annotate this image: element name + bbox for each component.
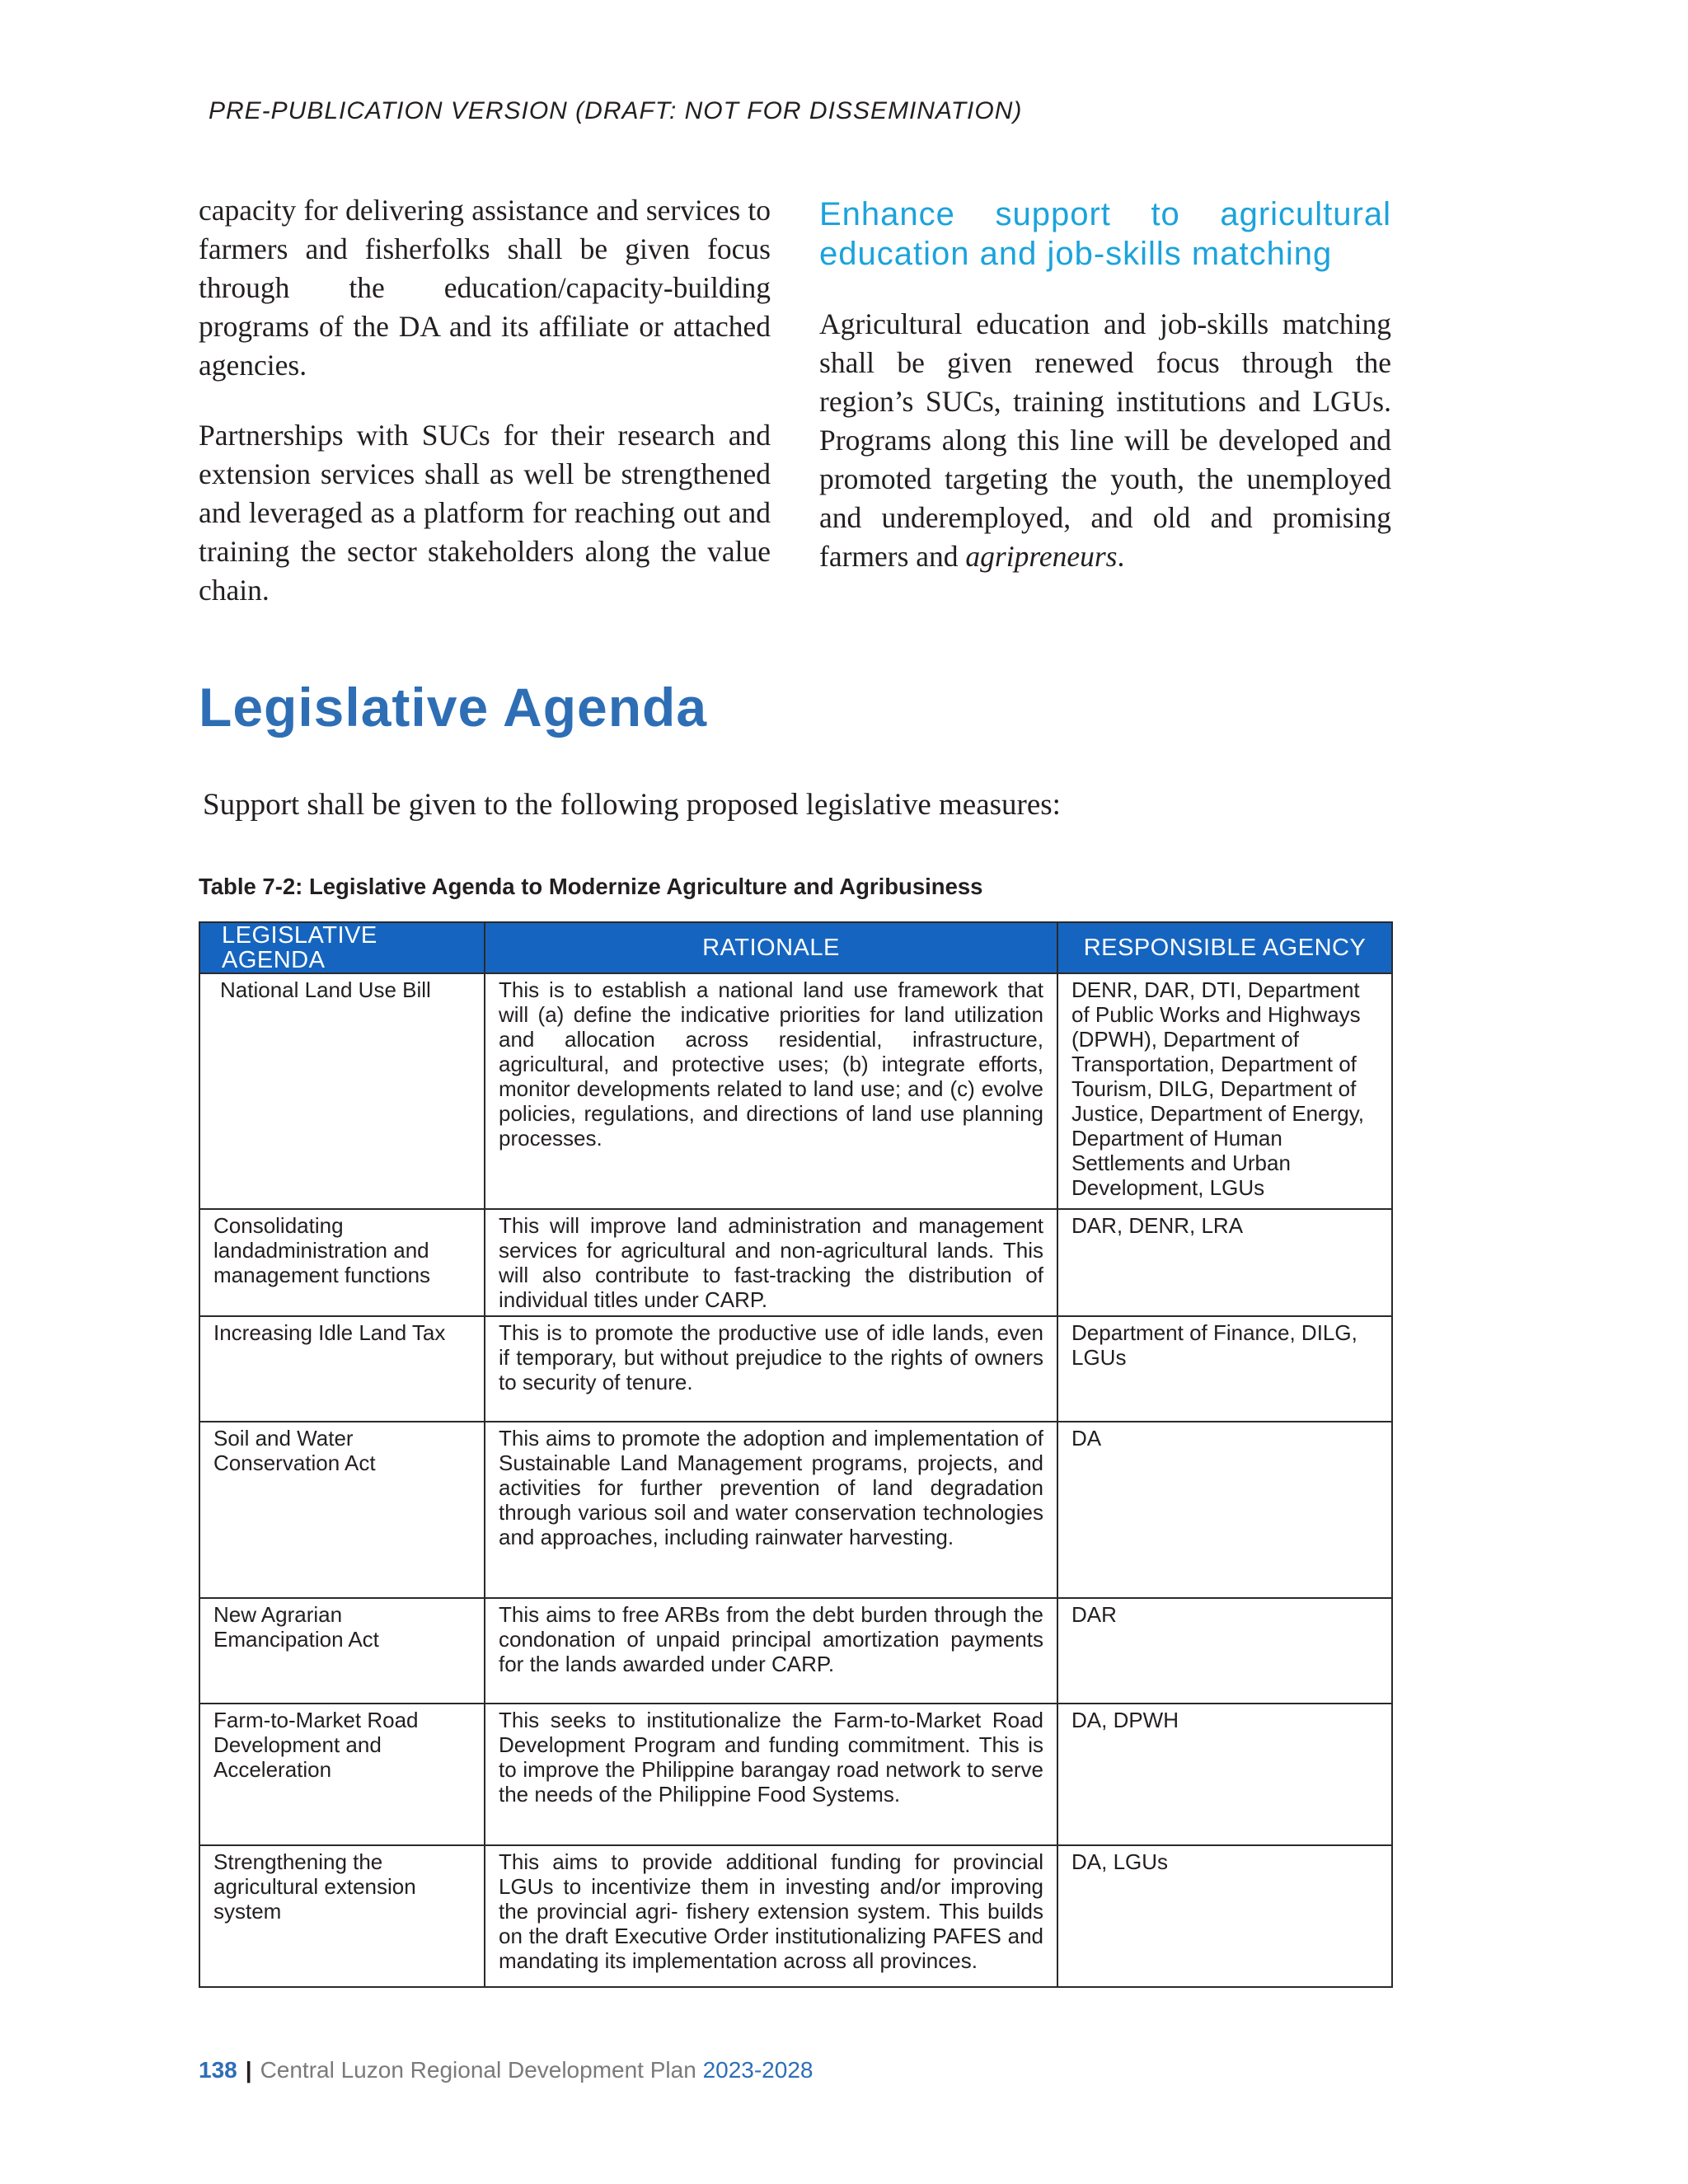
rationale-text: This aims to free ARBs from the debt burden through the condonation of unpaid principal amortization payments for the lands awarded under CARP. (499, 1602, 1043, 1676)
agenda-text: Strengthening the agricultural extension system (213, 1849, 416, 1924)
rationale-text: This aims to provide additional funding for provincial LGUs to incentivize them in investing and/or improving the provincial agri- fishery extension system. This builds on the draft Executive Order institutionalizing PAFES and mandating its implementation across all provinces. (499, 1849, 1043, 1973)
agenda-text: New Agrarian Emancipation Act (213, 1602, 379, 1652)
rationale-text: This is to promote the productive use of idle lands, even if temporary, but without prejudice to the rights of owners to security of tenure. (499, 1320, 1043, 1394)
plan-years: 2023-2028 (702, 2057, 814, 2083)
agency-cell (1057, 1209, 1392, 1316)
right-column (819, 190, 1391, 607)
rationale-cell (485, 1704, 1057, 1845)
agenda-text: Soil and Water Conservation Act (213, 1426, 376, 1475)
agency-cell (1057, 1845, 1392, 1987)
agency-text: DAR, DENR, LRA (1071, 1213, 1244, 1238)
agenda-cell (199, 1845, 485, 1987)
agenda-cell (199, 1422, 485, 1598)
agency-text: DA, DPWH (1071, 1708, 1179, 1732)
agenda-cell (199, 1704, 485, 1845)
left-paragraph-1: capacity for delivering assistance and services to farmers and fisherfolks shall be given focus through the education/capacity-building programs of the DA and its affiliate or attached agencies. (199, 194, 771, 382)
rationale-cell (485, 1422, 1057, 1598)
agency-text: Department of Finance, DILG, LGUs (1071, 1320, 1357, 1370)
agenda-text: Increasing Idle Land Tax (213, 1320, 446, 1345)
agency-cell (1057, 1422, 1392, 1598)
rationale-cell (485, 973, 1057, 1209)
agenda-cell (199, 1316, 485, 1422)
left-column (199, 190, 771, 641)
right-paragraph (819, 305, 1391, 576)
section-intro: Support shall be given to the following proposed legislative measures: (203, 788, 1061, 822)
legislative-agenda-table (199, 921, 1393, 1988)
table-row (199, 1845, 1392, 1987)
table-row (199, 1598, 1392, 1704)
page-footer (199, 2057, 813, 2083)
agency-text: DA, LGUs (1071, 1849, 1169, 1874)
agency-text: DA (1071, 1426, 1102, 1451)
agenda-cell (199, 1598, 485, 1704)
table-row (199, 1209, 1392, 1316)
subheading-line-2: education and job-skills matching (819, 236, 1333, 272)
footer-separator: | (245, 2057, 252, 2083)
right-paragraph-emphasis: agripreneurs (965, 540, 1118, 573)
rationale-cell (485, 1845, 1057, 1987)
agency-cell (1057, 1316, 1392, 1422)
subheading-line-1: Enhance support to agricultural (819, 196, 1391, 232)
right-paragraph-text: Agricultural education and job-skills matching shall be given renewed focus through the region’s SUCs, training institutions and LGUs. Programs along this line will be developed and promoted targeting the youth, the unemployed and underemployed, and old and promising farmers and (819, 307, 1391, 573)
table-header-row (199, 922, 1392, 973)
section-title: Legislative Agenda (199, 677, 708, 738)
draft-notice: PRE-PUBLICATION VERSION (DRAFT: NOT FOR DISSEMINATION) (209, 97, 1023, 124)
agenda-text: Farm-to-Market Road Development and Acceleration (213, 1708, 419, 1782)
table-row (199, 1704, 1392, 1845)
rationale-text: This is to establish a national land use framework that will (a) define the indicative priorities for land utilization and allocation across residential, infrastructure, agricultural, and protective uses; (b) integrate efforts, monitor developments related to land use; and (c) evolve policies, regulations, and directions of land use planning processes. (499, 977, 1043, 1151)
rationale-cell (485, 1598, 1057, 1704)
document-title: Central Luzon Regional Development Plan (260, 2057, 696, 2083)
agenda-text: National Land Use Bill (220, 977, 431, 1002)
right-paragraph-end: . (1117, 540, 1125, 573)
agency-cell (1057, 1704, 1392, 1845)
rationale-text: This seeks to institutionalize the Farm-to-Market Road Development Program and funding commitment. This is to improve the Philippine barangay road network to serve the needs of the Philippine Food Systems. (499, 1708, 1043, 1807)
table-caption: Table 7-2: Legislative Agenda to Modernize Agriculture and Agribusiness (199, 874, 983, 899)
header-responsible-agency: RESPONSIBLE AGENCY (1057, 922, 1392, 973)
agenda-text: Consolidating landadministration and management functions (213, 1213, 431, 1287)
table-row (199, 973, 1392, 1209)
rationale-cell (485, 1209, 1057, 1316)
agency-cell (1057, 1598, 1392, 1704)
agency-text: DAR (1071, 1602, 1117, 1627)
table-row (199, 1316, 1392, 1422)
table-row (199, 1422, 1392, 1598)
header-legislative-agenda: LEGISLATIVE AGENDA (199, 922, 485, 973)
agenda-cell (199, 1209, 485, 1316)
subheading (819, 194, 1391, 274)
agenda-cell (199, 973, 485, 1209)
rationale-text: This aims to promote the adoption and implementation of Sustainable Land Management programs, projects, and activities for further prevention of land degradation through various soil and water conservation technologies and approaches, including rainwater harvesting. (499, 1426, 1043, 1549)
left-paragraph-2: Partnerships with SUCs for their research and extension services shall as well be strengthened and leveraged as a platform for reaching out and training the sector stakeholders along the value chain. (199, 419, 771, 607)
header-rationale: RATIONALE (485, 922, 1057, 973)
rationale-text: This will improve land administration and management services for agricultural and non-agricultural lands. This will also contribute to fast-tracking the distribution of individual titles under CARP. (499, 1213, 1043, 1312)
agency-cell (1057, 973, 1392, 1209)
page-number: 138 (199, 2057, 237, 2083)
agency-text: DENR, DAR, DTI, Department of Public Works and Highways (DPWH), Department of Transportation, Department of Tourism, DILG, Department of Justice, Department of Energy, Department of Human Settlements and Urban Development, LGUs (1071, 977, 1365, 1200)
rationale-cell (485, 1316, 1057, 1422)
